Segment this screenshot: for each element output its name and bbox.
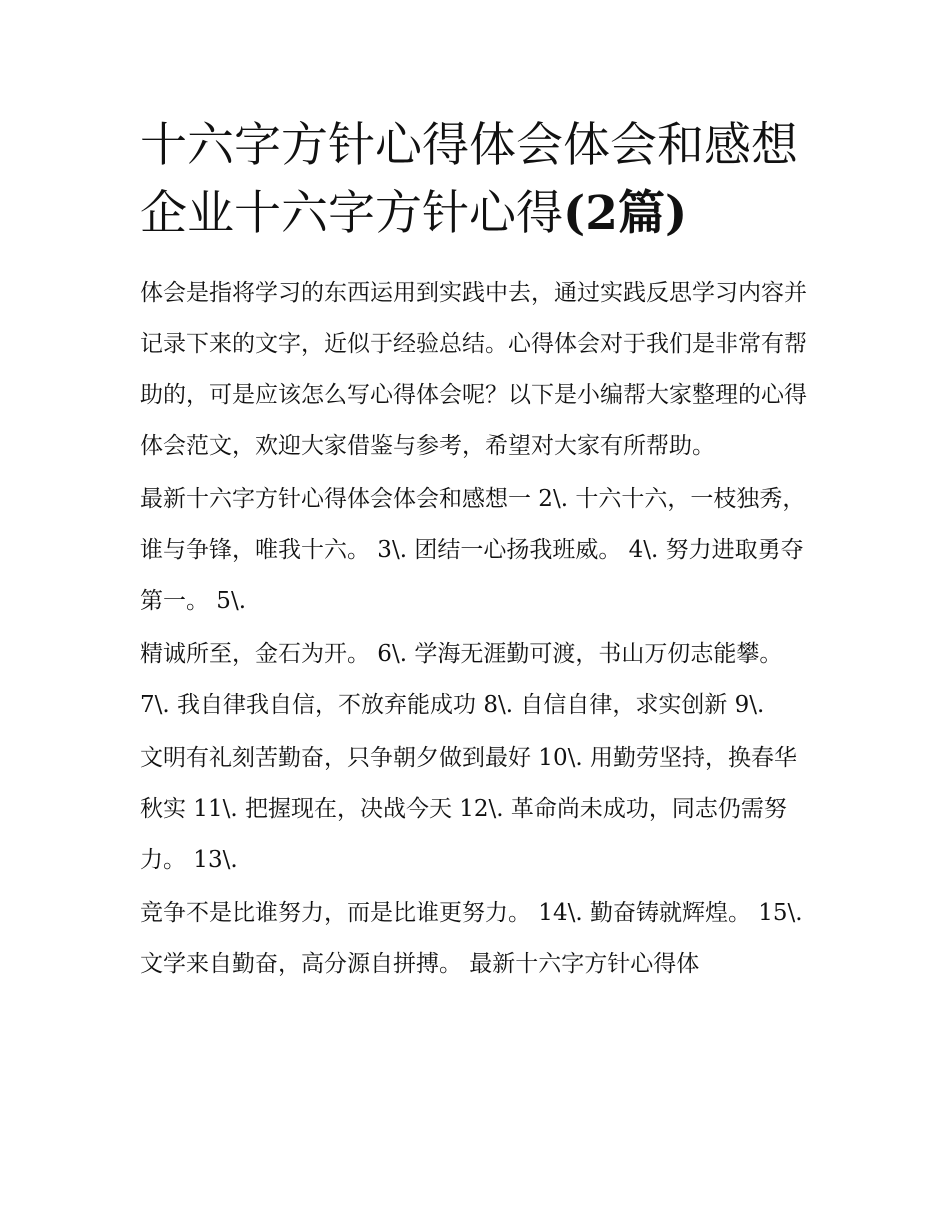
document-title <box>140 112 812 248</box>
paragraph-slogans-4: 竞争不是比谁努力，而是比谁更努力。 14\. 勤奋铸就辉煌。 15\. 文学来自勤奋，高分源自拼搏。 最新十六字方针心得体 <box>140 900 803 977</box>
title-suffix: (2篇) <box>563 186 688 241</box>
document-page <box>140 112 812 992</box>
title-main: 十六字方针心得体会体会和感想 企业十六字方针心得 <box>140 118 798 241</box>
paragraph-intro: 体会是指将学习的东西运用到实践中去，通过实践反思学习内容并记录下来的文字，近似于经验总结。心得体会对于我们是非常有帮助的，可是应该怎么写心得体会呢？以下是小编帮大家整理的心得体会范文，欢迎大家借鉴与参考，希望对大家有所帮助。 <box>140 280 807 459</box>
paragraph-slogans-3: 文明有礼刻苦勤奋，只争朝夕做到最好 10\. 用勤劳坚持，换春华秋实 11\. 把握现在，决战今天 12\. 革命尚未成功，同志仍需努力。 13\. <box>140 745 797 873</box>
paragraph-slogans-1: 最新十六字方针心得体会体会和感想一 2\. 十六十六，一枝独秀，谁与争锋，唯我十六。 3\. 团结一心扬我班威。 4\. 努力进取勇夺第一。 5\. <box>140 486 806 614</box>
paragraph-slogans-2: 精诚所至，金石为开。 6\. 学海无涯勤可渡，书山万仞志能攀。 7\. 我自律我自信，不放弃能成功 8\. 自信自律，求实创新 9\. <box>140 641 783 718</box>
